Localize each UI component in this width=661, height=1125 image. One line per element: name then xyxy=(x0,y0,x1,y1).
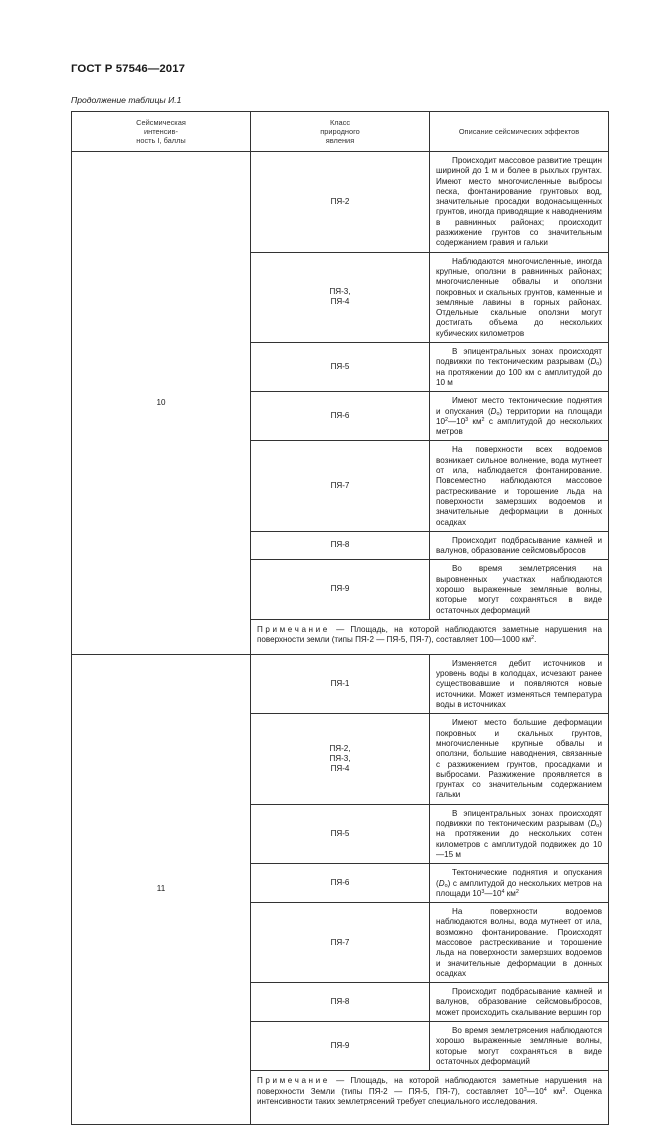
description-cell: Изменяется дебит источников и уровень воды в колодцах, исчезают ранее существовавшие и появляются новые источники. Может изменяться температура воды в источниках xyxy=(430,654,609,713)
description-cell: В эпицентральных зонах происходят подвижки по тектоническим разрывам $(D_o)$ на протяжении до 100 км с амплитудой до 10 м xyxy=(430,343,609,392)
class-cell: ПЯ-2, ПЯ-3, ПЯ-4 xyxy=(251,714,430,804)
class-cell: ПЯ-7 xyxy=(251,903,430,983)
table-row xyxy=(72,654,609,713)
class-cell: ПЯ-5 xyxy=(251,343,430,392)
description-cell: Наблюдаются многочисленные, иногда крупные, оползни в равнинных районах; многочисленные обвалы и оползни покровных и скальных грунтов, каменные и земляные лавины в горных районах. Отдельные скальные оползни могут достигать объема до нескольких кубических километров xyxy=(430,252,609,342)
description-cell: Имеют место тектонические поднятия и опускания $(D_o)$ территории на площади $10^2—10^3$ $км^2$ с амплитудой до нескольких метров xyxy=(430,392,609,441)
description-cell: Во время землетрясения на выровненных участках наблюдаются хорошо выраженные земляные волны, которые могут сохраняться в виде остаточных деформаций xyxy=(430,560,609,619)
table-row xyxy=(72,152,609,253)
standard-title: ГОСТ Р 57546—2017 xyxy=(71,63,186,75)
class-cell: ПЯ-5 xyxy=(251,804,430,863)
description-cell: Происходит подбрасывание камней и валунов, образование сейсмовыбросов, может происходить скалывание вершин гор xyxy=(430,983,609,1022)
class-cell: ПЯ-3, ПЯ-4 xyxy=(251,252,430,342)
description-cell: Происходит массовое развитие трещин шириной до 1 м и более в рыхлых грунтах. Имеют место многочисленные выбросы песка, фонтанирование грунтовых вод, значительные просадки водонасыщенных грунтов, иногда приводящие к наводнениям в равнинных районах; происходит разжижение грунтов со значительным содержанием гравия и гальки xyxy=(430,152,609,253)
class-cell: ПЯ-9 xyxy=(251,560,430,619)
description-cell: Тектонические поднятия и опускания $(D_o)$ с амплитудой до нескольких метров на площади $10^3—10^4$ $км^2$ xyxy=(430,864,609,903)
description-cell: Во время землетрясения наблюдаются хорошо выраженные земляные волны, которые могут сохраняться в виде остаточных деформаций xyxy=(430,1022,609,1071)
table-header-row xyxy=(72,112,609,152)
table-note-10: Примечание — Площадь, на которой наблюдаются заметные нарушения на поверхности земли (типы ПЯ-2 — ПЯ-5, ПЯ-7), составляет 100—1000 $км^2$. xyxy=(251,619,609,654)
class-cell: ПЯ-9 xyxy=(251,1022,430,1071)
table-note-11: Примечание — Площадь, на которой наблюдаются заметные нарушения на поверхности Земли (типы ПЯ-2 — ПЯ-5, ПЯ-7), составляет $10^3—10^4$ $км^2$. Оценка интенсивности таких землетрясений требует специального исследования. xyxy=(251,1071,609,1125)
col-header-intensity: Сейсмическая интенсив- ность I, баллы xyxy=(72,112,251,152)
col-header-class: Класс природного явления xyxy=(251,112,430,152)
class-cell: ПЯ-7 xyxy=(251,441,430,531)
description-cell: На поверхности всех водоемов возникает сильное волнение, вода мутнеет от ила, наблюдается фонтанирование. Повсеместно наблюдаются массовое растрескивание и торошение льда на поверхности замерзших водоемов и значительные деформации в донных осадках xyxy=(430,441,609,531)
intensity-cell-11: 11 xyxy=(72,654,251,1124)
table-caption: Продолжение таблицы И.1 xyxy=(71,95,182,105)
intensity-cell-10: 10 xyxy=(72,152,251,655)
class-cell: ПЯ-8 xyxy=(251,531,430,560)
col-header-description: Описание сейсмических эффектов xyxy=(430,112,609,152)
class-cell: ПЯ-2 xyxy=(251,152,430,253)
class-cell: ПЯ-6 xyxy=(251,864,430,903)
description-cell: Происходит подбрасывание камней и валунов, образование сейсмовыбросов xyxy=(430,531,609,560)
class-cell: ПЯ-6 xyxy=(251,392,430,441)
class-cell: ПЯ-1 xyxy=(251,654,430,713)
description-cell: Имеют место большие деформации покровных и скальных грунтов, многочисленные крупные обвалы и оползни, большие наводнения, связанные с разжижением грунтов, просадками и выбросами. Разжижение проявляется в грунтах со значительным содержанием гальки xyxy=(430,714,609,804)
description-cell: В эпицентральных зонах происходят подвижки по тектоническим разрывам $(D_o)$ на протяжении до нескольких сотен километров с амплитудой подвижек до 10—15 м xyxy=(430,804,609,863)
description-cell: На поверхности водоемов наблюдаются волны, вода мутнеет от ила, возможно фонтанирование. Происходят массовое растрескивание и торошение льда на поверхности замерзших водоемов и значительные деформации в донных осадках xyxy=(430,903,609,983)
seismic-effects-table xyxy=(71,111,609,1125)
class-cell: ПЯ-8 xyxy=(251,983,430,1022)
